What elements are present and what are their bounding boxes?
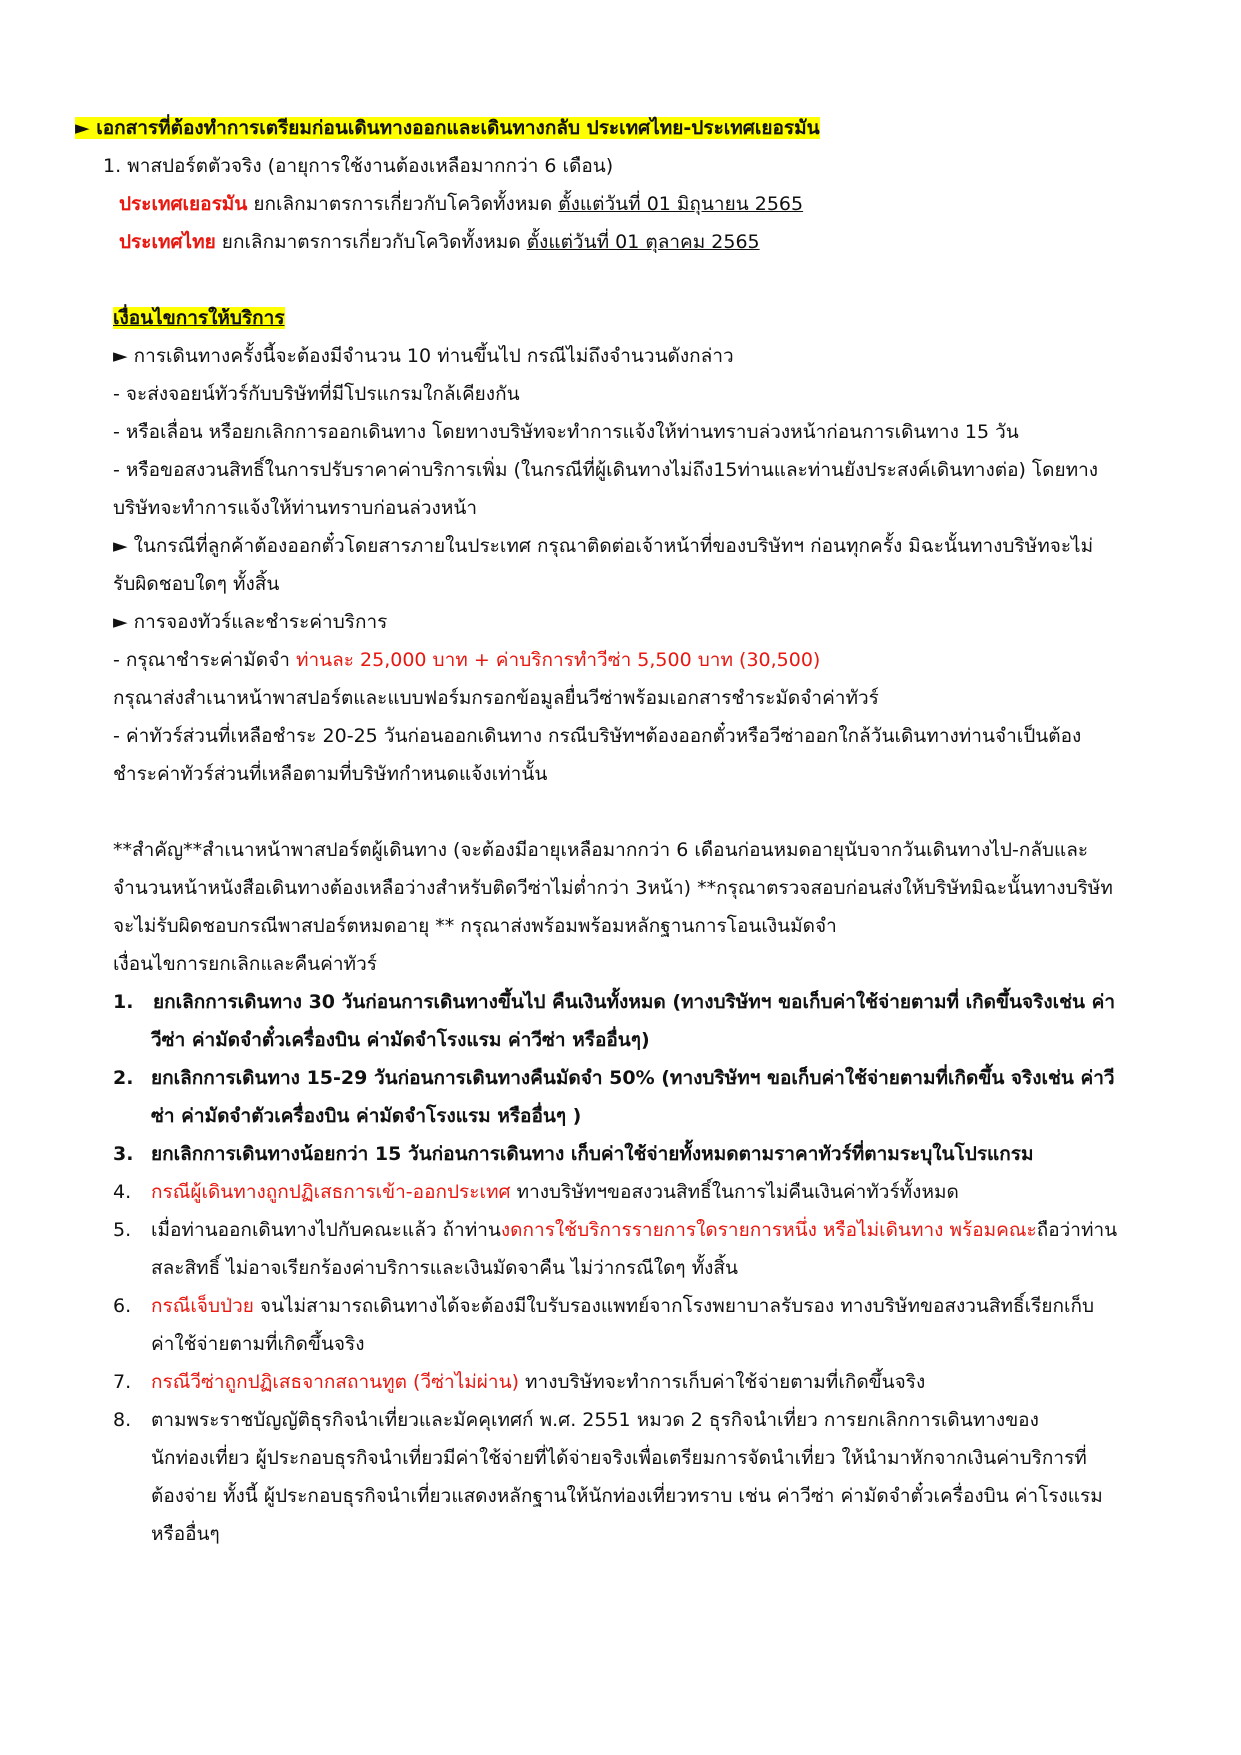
cancel-item-1-cont: วีซ่า ค่ามัดจำตั๋วเครื่องบิน ค่ามัดจำโรงแรม ค่าวีซ่า หรืออื่นๆ) xyxy=(151,1029,650,1051)
cancel-item-4-text: ทางบริษัทฯขอสงวนสิทธิ์ในการไม่คืนเงินค่าทัวร์ทั้งหมด xyxy=(510,1181,959,1203)
list-number: 1. xyxy=(113,991,134,1013)
condition-line: ► ในกรณีที่ลูกค้าต้องออกตั๋วโดยสารภายในประเทศ กรุณาติดต่อเจ้าหน้าที่ของบริษัทฯ ก่อนทุกครั้ง มิฉะนั้นทางบริษัทจะไม่ xyxy=(113,535,1094,557)
cancel-item-7-red: กรณีวีซ่าถูกปฏิเสธจากสถานทูต (วีซ่าไม่ผ่าน) xyxy=(151,1371,519,1393)
cancel-item-5-text: เมื่อท่านออกเดินทางไปกับคณะแล้ว ถ้าท่าน xyxy=(151,1219,501,1241)
list-number: 5. xyxy=(113,1219,132,1241)
cancel-item-2-cont: ซ่า ค่ามัดจำตัวเครื่องบิน ค่ามัดจำโรงแรม หรืออื่นๆ ) xyxy=(151,1105,582,1127)
condition-line: กรุณาส่งสำเนาหน้าพาสปอร์ตและแบบฟอร์มกรอกข้อมูลยื่นวีซ่าพร้อมเอกสารชำระมัดจำค่าทัวร์ xyxy=(113,687,879,709)
cancel-item-3: ยกเลิกการเดินทางน้อยกว่า 15 วันก่อนการเดินทาง เก็บค่าใช้จ่ายทั้งหมดตามราคาทัวร์ที่ตามระบุในโปรแกรม xyxy=(151,1143,1034,1165)
deposit-intro: - กรุณาชำระค่ามัดจำ xyxy=(113,649,296,671)
passport-item: 1. พาสปอร์ตตัวจริง (อายุการใช้งานต้องเหลือมากกว่า 6 เดือน) xyxy=(103,155,614,177)
cancel-item-4 xyxy=(151,1178,959,1206)
condition-line: - หรือขอสงวนสิทธิ์ในการปรับราคาค่าบริการเพิ่ม (ในกรณีที่ผู้เดินทางไม่ถึง15ท่านและท่านยังประสงค์เดินทางต่อ) โดยทาง xyxy=(113,459,1099,481)
cancel-item-8-cont: นักท่องเที่ยว ผู้ประกอบธุรกิจนำเที่ยวมีค่าใช้จ่ายที่ได้จ่ายจริงเพื่อเตรียมการจัดนำเที่ยว ให้นำมาหักจากเงินค่าบริการที่ xyxy=(151,1447,1087,1469)
condition-line: ► การเดินทางครั้งนี้จะต้องมีจำนวน 10 ท่านขึ้นไป กรณีไม่ถึงจำนวนดังกล่าว xyxy=(113,345,734,367)
cancel-item-7 xyxy=(151,1368,925,1396)
condition-line: - ค่าทัวร์ส่วนที่เหลือชำระ 20-25 วันก่อนออกเดินทาง กรณีบริษัทฯต้องออกตั๋วหรือวีซ่าออกใกล้วันเดินทางท่านจำเป็นต้อง xyxy=(113,725,1082,747)
cancel-item-5 xyxy=(151,1216,1117,1244)
cancel-item-6 xyxy=(151,1292,1094,1320)
condition-line: - จะส่งจอยน์ทัวร์กับบริษัทที่มีโปรแกรมใกล้เคียงกัน xyxy=(113,383,520,405)
cancel-item-1: ยกเลิกการเดินทาง 30 วันก่อนการเดินทางขึ้นไป คืนเงินทั้งหมด (ทางบริษัทฯ ขอเก็บค่าใช้จ่ายตามที่ เกิดขึ้นจริงเช่น ค่า xyxy=(153,991,1115,1013)
thailand-label: ประเทศไทย xyxy=(119,231,216,253)
condition-line: - หรือเลื่อน หรือยกเลิกการออกเดินทาง โดยทางบริษัทจะทำการแจ้งให้ท่านทราบล่วงหน้าก่อนการเดินทาง 15 วัน xyxy=(113,421,1019,443)
important-line: **สำคัญ**สำเนาหน้าพาสปอร์ตผู้เดินทาง (จะต้องมีอายุเหลือมากกว่า 6 เดือนก่อนหมดอายุนับจากวันเดินทางไป-กลับและ xyxy=(113,839,1089,861)
thailand-text: ยกเลิกมาตรการเกี่ยวกับโควิดทั้งหมด xyxy=(215,231,527,253)
list-number: 3. xyxy=(113,1143,134,1165)
cancel-item-8-cont: ต้องจ่าย ทั้งนี้ ผู้ประกอบธุรกิจนำเที่ยวแสดงหลักฐานให้นักท่องเที่ยวทราบ เช่น ค่าวีซ่า ค่ามัดจำตั๋วเครื่องบิน ค่าโรงแรม xyxy=(151,1485,1103,1507)
conditions-heading-text: เงื่อนไขการให้บริการ xyxy=(113,307,285,329)
condition-line: ► การจองทัวร์และชำระค่าบริการ xyxy=(113,611,388,633)
important-line: จำนวนหน้าหนังสือเดินทางต้องเหลือว่างสำหรับติดวีซ่าไม่ต่ำกว่า 3หน้า) **กรุณาตรวจสอบก่อนส่งให้บริษัทมิฉะนั้นทางบริษัท xyxy=(113,877,1113,899)
important-line: จะไม่รับผิดชอบกรณีพาสปอร์ตหมดอายุ ** กรุณาส่งพร้อมพร้อมหลักฐานการโอนเงินมัดจำ xyxy=(113,915,837,937)
list-number: 7. xyxy=(113,1371,132,1393)
section-title-text: ► เอกสารที่ต้องทำการเตรียมก่อนเดินทางออกและเดินทางกลับ ประเทศไทย-ประเทศเยอรมัน xyxy=(75,117,820,139)
section-title xyxy=(75,114,820,142)
list-number: 2. xyxy=(113,1067,134,1089)
thailand-line xyxy=(119,228,760,256)
list-number: 6. xyxy=(113,1295,132,1317)
germany-text: ยกเลิกมาตรการเกี่ยวกับโควิดทั้งหมด xyxy=(247,193,559,215)
cancel-item-6-text: จนไม่สามารถเดินทางได้จะต้องมีใบรับรองแพทย์จากโรงพยาบาลรับรอง ทางบริษัทขอสงวนสิทธิ์เรียกเก็บ xyxy=(253,1295,1095,1317)
thailand-date: ตั้งแต่วันที่ 01 ตุลาคม 2565 xyxy=(526,231,760,253)
germany-date: ตั้งแต่วันที่ 01 มิถุนายน 2565 xyxy=(558,193,804,215)
cancel-item-6-cont: ค่าใช้จ่ายตามที่เกิดขึ้นจริง xyxy=(151,1333,365,1355)
cancel-item-5-red: งดการใช้บริการรายการใดรายการหนึ่ง หรือไม่เดินทาง พร้อมคณะ xyxy=(500,1219,1037,1241)
list-number: 4. xyxy=(113,1181,132,1203)
cancel-item-6-red: กรณีเจ็บป่วย xyxy=(151,1295,254,1317)
list-number: 8. xyxy=(113,1409,132,1431)
germany-label: ประเทศเยอรมัน xyxy=(119,193,248,215)
cancel-heading: เงื่อนไขการยกเลิกและคืนค่าทัวร์ xyxy=(113,953,377,975)
condition-line: ชำระค่าทัวร์ส่วนที่เหลือตามที่บริษัทกำหนดแจ้งเท่านั้น xyxy=(113,763,548,785)
deposit-amount: ท่านละ 25,000 บาท + ค่าบริการทำวีซ่า 5,500 บาท (30,500) xyxy=(295,649,821,671)
cancel-item-5-cont: สละสิทธิ์ ไม่อาจเรียกร้องค่าบริการและเงินมัดจาคืน ไม่ว่ากรณีใดๆ ทั้งสิ้น xyxy=(151,1257,739,1279)
cancel-item-5-end: ถือว่าท่าน xyxy=(1036,1219,1118,1241)
cancel-item-8-cont: หรืออื่นๆ xyxy=(151,1523,220,1545)
cancel-item-2: ยกเลิกการเดินทาง 15-29 วันก่อนการเดินทางคืนมัดจำ 50% (ทางบริษัทฯ ขอเก็บค่าใช้จ่ายตามที่เกิดขึ้น จริงเช่น ค่าวี xyxy=(151,1067,1115,1089)
cancel-item-8: ตามพระราชบัญญัติธุรกิจนำเที่ยวและมัคคุเทศก์ พ.ศ. 2551 หมวด 2 ธุรกิจนำเที่ยว การยกเลิกการเดินทางของ xyxy=(151,1409,1039,1431)
cancel-item-4-red: กรณีผู้เดินทางถูกปฏิเสธการเข้า-ออกประเทศ xyxy=(151,1181,511,1203)
condition-line: บริษัทจะทำการแจ้งให้ท่านทราบก่อนล่วงหน้า xyxy=(113,497,477,519)
cancel-item-7-text: ทางบริษัทจะทำการเก็บค่าใช้จ่ายตามที่เกิดขึ้นจริง xyxy=(518,1371,926,1393)
condition-line: รับผิดชอบใดๆ ทั้งสิ้น xyxy=(113,573,280,595)
deposit-line xyxy=(113,646,820,674)
conditions-heading xyxy=(113,304,285,332)
germany-line xyxy=(119,190,803,218)
